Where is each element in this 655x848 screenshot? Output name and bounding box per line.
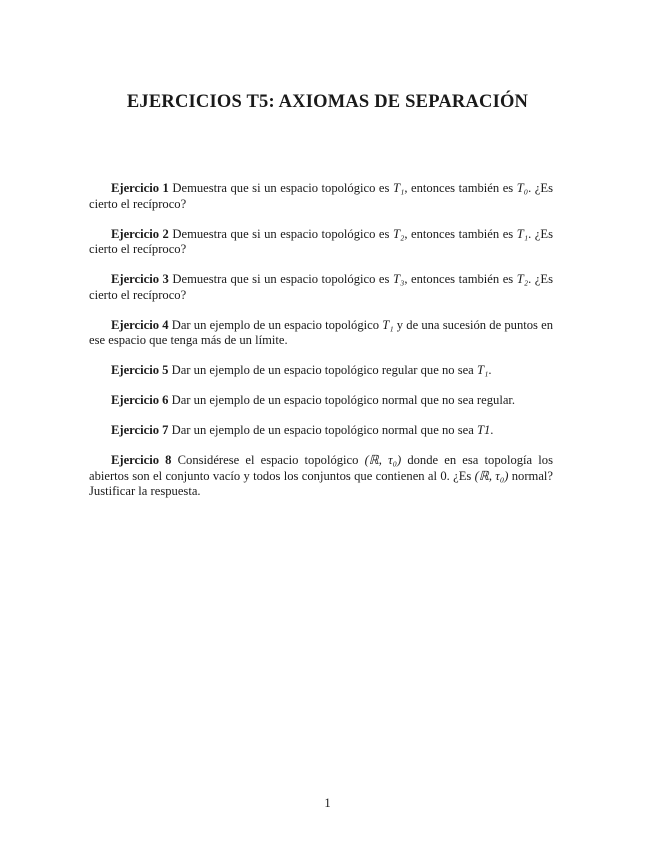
exercise-text: , entonces también es xyxy=(404,272,517,287)
exercise-text: Demuestra que si un espacio topológico es xyxy=(172,272,393,287)
exercise-text: Dar un ejemplo de un espacio topológico regular que no sea xyxy=(171,363,477,378)
exercise-text: Dar un ejemplo de un espacio topológico normal que no sea regular. xyxy=(171,393,516,408)
exercise-text: Demuestra que si un espacio topológico es xyxy=(172,181,393,195)
exercise-5 xyxy=(89,363,553,379)
exercise-4 xyxy=(89,318,553,349)
exercise-label: Ejercicio 7 xyxy=(111,423,169,438)
exercise-text: . ¿Es cierto el recíproco? xyxy=(89,226,553,257)
exercise-text: normal? Justificar la respuesta. xyxy=(89,468,554,499)
exercise-text: Dar un ejemplo de un espacio topológico xyxy=(171,317,383,332)
math-symbol: (ℝ, τ₀) xyxy=(474,468,509,483)
exercise-2 xyxy=(89,227,553,258)
exercise-8 xyxy=(89,453,553,500)
exercise-text: . ¿Es cierto el recíproco? xyxy=(89,181,553,211)
exercise-text: y de una sucesión de puntos en ese espacio que tenga más de un límite. xyxy=(89,317,554,348)
exercise-label: Ejercicio 4 xyxy=(111,317,169,332)
exercise-6 xyxy=(89,393,553,409)
exercise-text: . ¿Es cierto el recíproco? xyxy=(89,272,553,302)
exercise-3 xyxy=(89,272,553,303)
exercise-7 xyxy=(89,423,553,439)
page-number: 1 xyxy=(324,796,331,810)
exercise-label: Ejercicio 3 xyxy=(111,272,169,287)
document-title: EJERCICIOS T5: AXIOMAS DE SEPARACIÓN xyxy=(126,92,529,112)
math-symbol: T₂ xyxy=(392,226,405,241)
exercise-1 xyxy=(89,181,553,212)
math-symbol: T₂ xyxy=(516,272,529,287)
exercise-text: , entonces también es xyxy=(404,226,517,241)
math-symbol: T1 xyxy=(476,423,491,438)
exercise-label: Ejercicio 8 xyxy=(111,453,172,468)
exercise-label: Ejercicio 6 xyxy=(111,393,169,408)
exercise-text: donde en esa topología los abiertos son el conjunto vacío y todos los conjuntos que contienen al 0. ¿Es xyxy=(89,453,553,483)
math-symbol: T₃ xyxy=(392,272,405,287)
exercise-text: Demuestra que si un espacio topológico es xyxy=(172,226,393,241)
exercise-label: Ejercicio 5 xyxy=(111,363,169,378)
exercise-label: Ejercicio 2 xyxy=(111,226,169,241)
exercise-text: . xyxy=(490,423,494,438)
math-symbol: T₁ xyxy=(516,226,529,241)
exercise-list xyxy=(89,181,553,500)
math-symbol: T₁ xyxy=(476,363,489,378)
math-symbol: T₁ xyxy=(392,181,405,195)
math-symbol: T₁ xyxy=(382,317,394,332)
math-symbol: (ℝ, τ₀) xyxy=(364,453,402,468)
exercise-text: Considérese el espacio topológico xyxy=(177,453,365,468)
exercise-text: . xyxy=(488,363,492,378)
exercise-text: Dar un ejemplo de un espacio topológico normal que no sea xyxy=(171,423,477,438)
exercise-text: , entonces también es xyxy=(404,181,517,195)
exercise-label: Ejercicio 1 xyxy=(111,181,169,195)
math-symbol: T₀ xyxy=(516,181,529,195)
